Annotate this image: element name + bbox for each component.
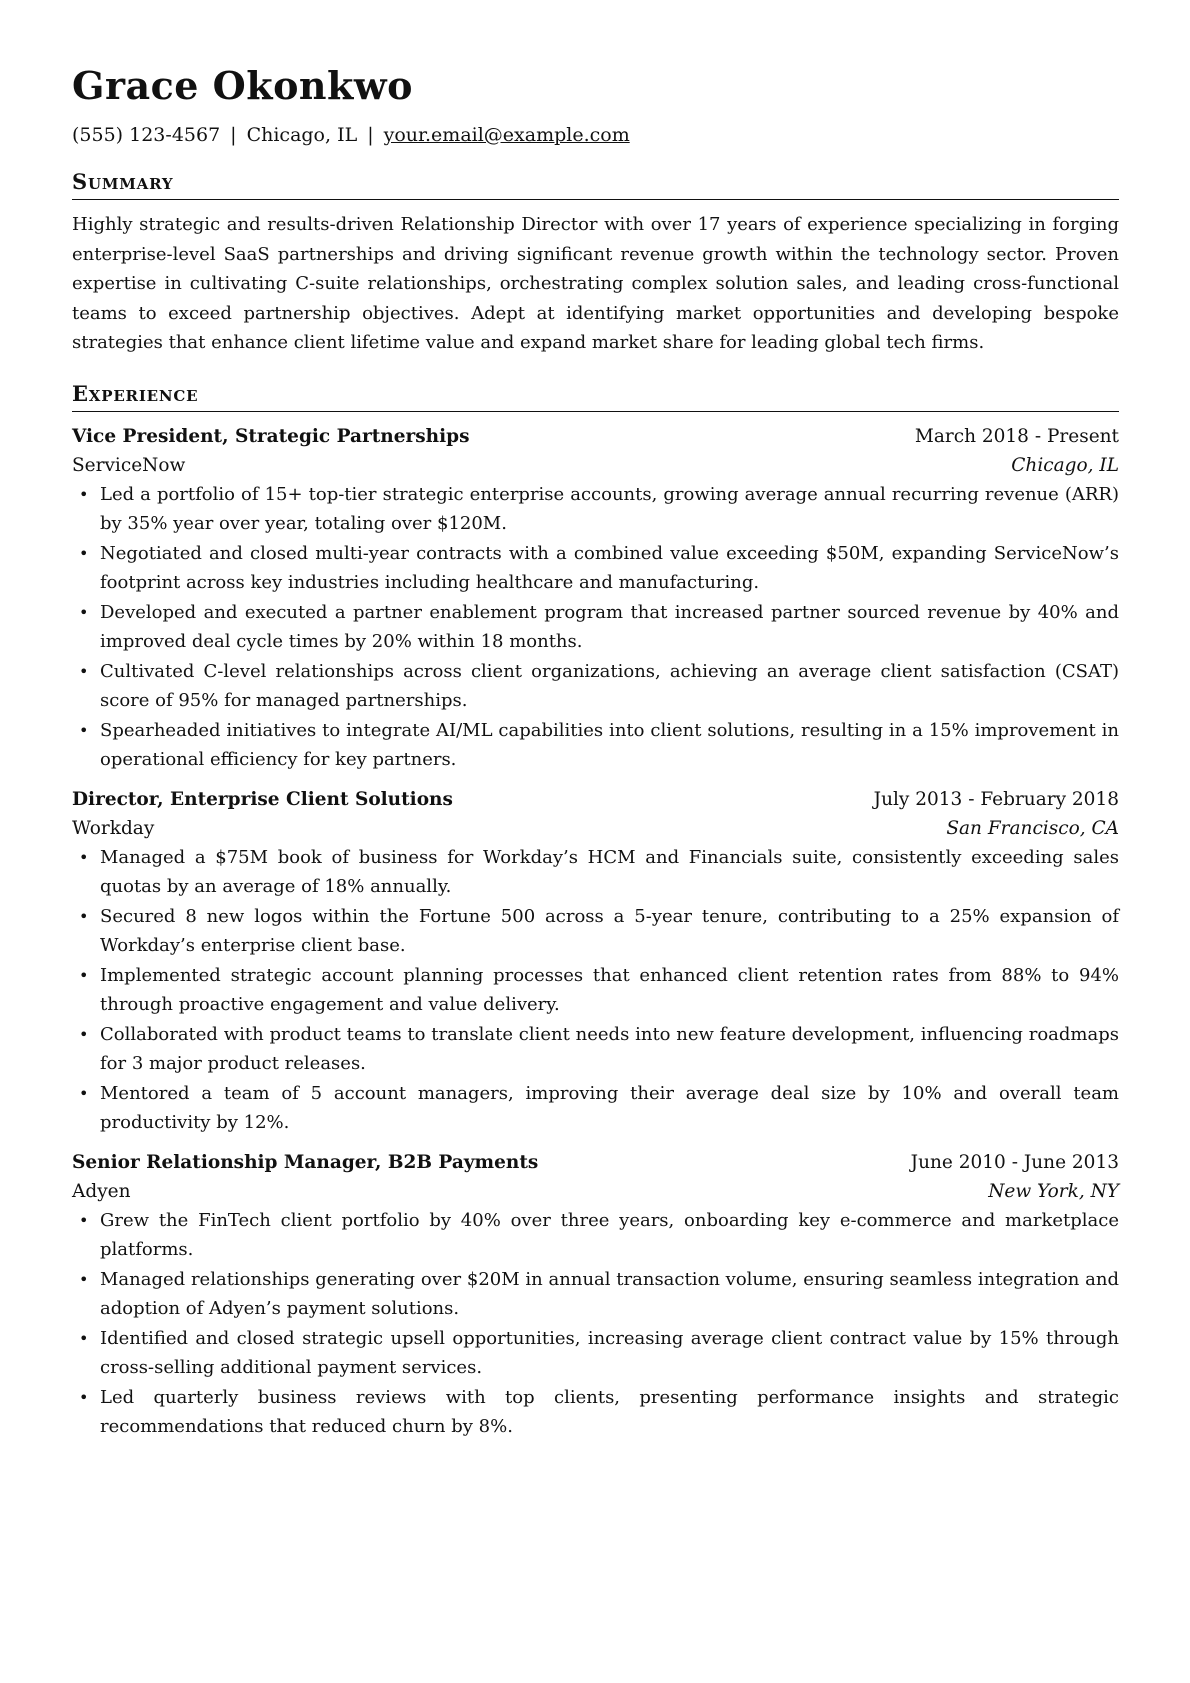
bullet-item [72, 1020, 1119, 1079]
section-title-summary: Summary [72, 168, 1119, 200]
job-location: San Francisco, CA [946, 817, 1119, 839]
company-name: Workday [72, 817, 155, 839]
job-location: Chicago, IL [1011, 454, 1119, 476]
bullet-icon: • [79, 906, 89, 926]
job-bullets [72, 1206, 1119, 1442]
bullet-item [72, 1324, 1119, 1383]
bullet-text: Implemented strategic account planning processes that enhanced client retention rates from 88% to 94% through proactive engagement and value delivery. [100, 964, 1119, 1015]
job-subheader [72, 451, 1119, 480]
job-entry [72, 785, 1119, 1138]
summary-section [72, 168, 1119, 358]
experience-section [72, 380, 1119, 1442]
bullet-icon: • [79, 1210, 89, 1230]
bullet-text: Led quarterly business reviews with top clients, presenting performance insights and strategic recommendations that reduced churn by 8%. [100, 1386, 1119, 1437]
job-dates: March 2018 - Present [914, 425, 1119, 447]
job-header [72, 785, 1119, 814]
bullet-text: Negotiated and closed multi-year contracts with a combined value exceeding $50M, expanding ServiceNow’s footprint across key industries including healthcare and manufacturing. [100, 542, 1119, 593]
bullet-icon: • [79, 965, 89, 985]
candidate-name: Grace Okonkwo [72, 63, 413, 108]
company-name: ServiceNow [72, 454, 186, 476]
bullet-item [72, 480, 1119, 539]
job-title: Senior Relationship Manager, B2B Payments [72, 1151, 539, 1173]
job-subheader [72, 814, 1119, 843]
job-header [72, 422, 1119, 451]
location: Chicago, IL [246, 124, 358, 146]
bullet-text: Cultivated C-level relationships across client organizations, achieving an average client satisfaction (CSAT) score of 95% for managed partnerships. [100, 660, 1119, 711]
bullet-item [72, 1265, 1119, 1324]
email-link[interactable]: your.email@example.com [383, 124, 630, 146]
bullet-text: Managed a $75M book of business for Workday’s HCM and Financials suite, consistently exceeding sales quotas by an average of 18% annually. [100, 846, 1119, 897]
job-dates: July 2013 - February 2018 [873, 788, 1119, 810]
job-location: New York, NY [988, 1180, 1119, 1202]
job-dates: June 2010 - June 2013 [910, 1151, 1119, 1173]
section-title-experience: Experience [72, 380, 1119, 412]
bullet-icon: • [79, 1083, 89, 1103]
bullet-text: Mentored a team of 5 account managers, improving their average deal size by 10% and overall team productivity by 12%. [100, 1082, 1119, 1133]
bullet-text: Led a portfolio of 15+ top-tier strategic enterprise accounts, growing average annual recurring revenue (ARR) by 35% year over year, totaling over $120M. [100, 483, 1119, 534]
bullet-icon: • [79, 720, 89, 740]
bullet-icon: • [79, 847, 89, 867]
bullet-item [72, 716, 1119, 775]
contact-separator: | [230, 124, 237, 146]
bullet-item [72, 961, 1119, 1020]
summary-text: Highly strategic and results-driven Relationship Director with over 17 years of experience specializing in forging enterprise-level SaaS partnerships and driving significant revenue growth within the technology sector. Proven expertise in cultivating C-suite relationships, orchestrating complex solution sales, and leading cross-functional teams to exceed partnership objectives. Adept at identifying market opportunities and developing bespoke strategies that enhance client lifetime value and expand market share for leading global tech firms. [72, 214, 1119, 353]
bullet-icon: • [79, 602, 89, 622]
job-header [72, 1148, 1119, 1177]
job-entry [72, 422, 1119, 775]
bullet-item [72, 539, 1119, 598]
job-title: Director, Enterprise Client Solutions [72, 788, 453, 810]
bullet-icon: • [79, 661, 89, 681]
bullet-text: Grew the FinTech client portfolio by 40% over three years, onboarding key e-commerce and marketplace platforms. [100, 1209, 1119, 1260]
contact-separator: | [367, 124, 374, 146]
job-title: Vice President, Strategic Partnerships [72, 425, 470, 447]
bullet-icon: • [79, 543, 89, 563]
job-bullets [72, 843, 1119, 1138]
bullet-item [72, 1206, 1119, 1265]
bullet-icon: • [79, 1024, 89, 1044]
bullet-text: Developed and executed a partner enablement program that increased partner sourced revenue by 40% and improved deal cycle times by 20% within 18 months. [100, 601, 1119, 652]
company-name: Adyen [72, 1180, 131, 1202]
bullet-icon: • [79, 1387, 89, 1407]
bullet-icon: • [79, 1328, 89, 1348]
bullet-text: Identified and closed strategic upsell opportunities, increasing average client contract value by 15% through cross-selling additional payment services. [100, 1327, 1119, 1378]
contact-line [72, 122, 1119, 148]
bullet-item [72, 843, 1119, 902]
job-subheader [72, 1177, 1119, 1206]
bullet-item [72, 657, 1119, 716]
bullet-icon: • [79, 1269, 89, 1289]
phone-number: (555) 123-4567 [72, 124, 221, 146]
bullet-text: Collaborated with product teams to translate client needs into new feature development, influencing roadmaps for 3 major product releases. [100, 1023, 1119, 1074]
bullet-item [72, 598, 1119, 657]
bullet-text: Secured 8 new logos within the Fortune 500 across a 5-year tenure, contributing to a 25% expansion of Workday’s enterprise client base. [100, 905, 1119, 956]
bullet-text: Managed relationships generating over $20M in annual transaction volume, ensuring seamless integration and adoption of Adyen’s payment solutions. [100, 1268, 1119, 1319]
bullet-text: Spearheaded initiatives to integrate AI/ML capabilities into client solutions, resulting in a 15% improvement in operational efficiency for key partners. [100, 719, 1119, 770]
job-bullets [72, 480, 1119, 775]
job-entry [72, 1148, 1119, 1442]
bullet-item [72, 1079, 1119, 1138]
bullet-icon: • [79, 484, 89, 504]
bullet-item [72, 1383, 1119, 1442]
bullet-item [72, 902, 1119, 961]
